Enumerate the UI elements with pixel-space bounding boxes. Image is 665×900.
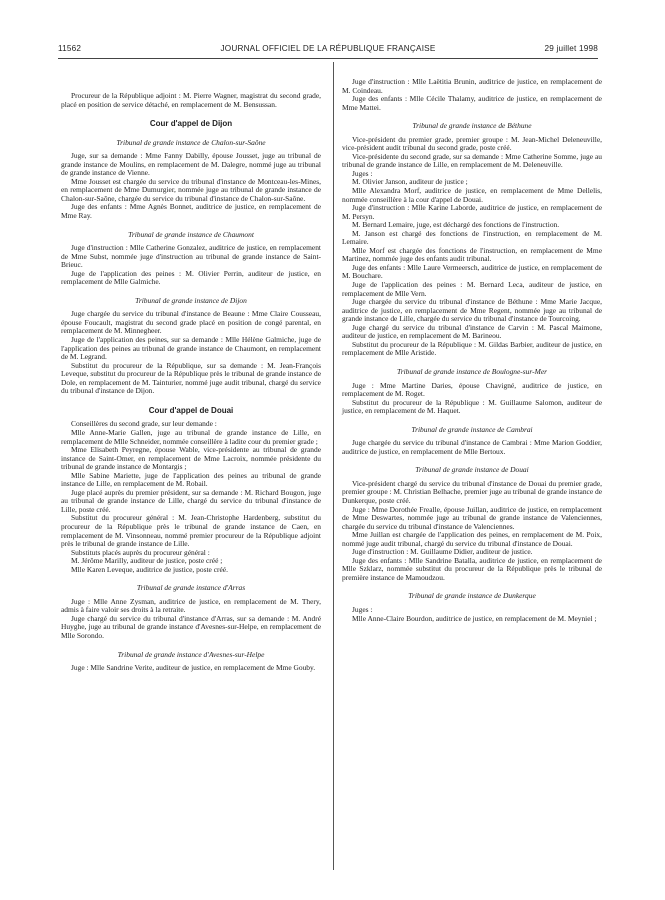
appointment-paragraph: Vice-président chargé du service du tribunal d'instance de Douai du premier grade, premier groupe : M. Christian Belhache, premier juge au tribunal de grande instance de Dunkerque, poste créé. <box>342 478 603 505</box>
appointment-paragraph: M. Janson est chargé des fonctions de l'instruction, en remplacement de M. Lemaire. <box>342 228 602 247</box>
appointment-paragraph: Mlle Anne-Marie Gallen, juge au tribunal de grande instance de Lille, en remplacement de Mlle Schneider, nommée conseillère à ladite cour du premier grade ; <box>61 427 321 446</box>
appointment-paragraph: Substitut du procureur de la République : M. Gildas Barbier, auditeur de justice, en remplacement de Mlle Aristide. <box>342 339 602 358</box>
appointment-paragraph: Juge de l'application des peines : M. Bernard Leca, auditeur de justice, en remplacement de Mlle Vern. <box>342 280 602 298</box>
appointment-paragraph: Vice-président du premier grade, premier groupe : M. Jean-Michel Deleneuville, vice-président audit tribunal du second grade, poste créé. <box>342 134 602 153</box>
appointment-paragraph: Mlle Anne-Claire Bourdon, auditrice de justice, en remplacement de M. Meyniel ; <box>352 613 597 623</box>
tribunal-heading: Tribunal de grande instance de Chalon-sur-Saône <box>116 137 266 147</box>
appointment-paragraph: M. Olivier Janson, auditeur de justice ; <box>352 177 468 187</box>
appointment-paragraph: Juge : Mlle Sandrine Verite, auditeur de justice, en remplacement de Mme Gouby. <box>71 663 316 673</box>
appointment-paragraph: Juges : <box>352 604 373 614</box>
header-rule <box>58 58 598 59</box>
appointment-paragraph: Mlle Karen Leveque, auditrice de justice, poste créé. <box>71 564 228 574</box>
issue-date: 29 juillet 1998 <box>544 44 598 53</box>
column-divider <box>333 62 334 870</box>
right-column <box>342 78 602 623</box>
appointment-paragraph: Mme Juillan est chargée de l'application des peines, en remplacement de M. Poix, nommé juge audit tribunal, chargé du service du tribunal d'instance de Douai. <box>342 530 602 548</box>
appointment-paragraph: Juge, sur sa demande : Mme Fanny Dabilly, épouse Jousset, juge au tribunal de grande instance de Moulins, en remplacement de M. Dalegre, nommé juge au tribunal de grande instance de Vienne. <box>61 151 321 178</box>
appointment-paragraph: Juge des enfants : Mlle Sandrine Batalla, auditrice de justice, en remplacement de Mlle Szklarz, nommée substitut du procureur de la République près le tribunal de première instance de Mamoudzou. <box>342 555 602 582</box>
appointment-paragraph: Juge chargé du service du tribunal d'instance d'Arras, sur sa demande : M. André Huyghe, juge au tribunal de grande instance d'Avesnes-sur-Helpe, en remplacement de Mlle Sorondo. <box>61 613 321 640</box>
appointment-paragraph: Conseillères du second grade, sur leur demande : <box>71 419 217 429</box>
tribunal-heading: Tribunal de grande instance de Béthune <box>412 121 532 131</box>
court-heading: Cour d'appel de Douai <box>148 405 234 415</box>
journal-title: JOURNAL OFFICIEL DE LA RÉPUBLIQUE FRANÇAISE <box>220 44 436 53</box>
tribunal-heading: Tribunal de grande instance de Dunkerque <box>408 591 536 601</box>
appointment-paragraph: Juge d'instruction : Mlle Catherine Gonzalez, auditrice de justice, en remplacement de Mme Subst, nommée juge d'instruction au tribunal de grande instance de Saint-Brieuc. <box>61 243 321 270</box>
tribunal-heading: Tribunal de grande instance d'Arras <box>136 583 246 593</box>
appointment-paragraph: Juge d'instruction : Mlle Karine Laborde, auditrice de justice, en remplacement de M. Persyn. <box>342 203 602 221</box>
appointment-paragraph: Substitut du procureur général : M. Jean-Christophe Hardenberg, substitut du procureur de la République près le tribunal de grande instance de Caen, en remplacement de M. Vinsonneau, nommé premier procureur de la République adjoint près le tribunal de grande instance de Lille. <box>61 513 321 549</box>
page-number: 11562 <box>58 44 82 53</box>
appointment-paragraph: Mlle Morf est chargée des fonctions de l'instruction, en remplacement de Mme Martinez, nommée juge des enfants audit tribunal. <box>342 245 602 264</box>
appointment-paragraph: Juge chargée du service du tribunal d'instance de Cambrai : Mme Marion Goddier, auditrice de justice, en remplacement de Mlle Bertoux. <box>342 438 602 456</box>
appointment-paragraph: Juges : <box>352 168 373 178</box>
appointment-paragraph: Substituts placés auprès du procureur général : <box>71 547 210 557</box>
left-column <box>61 92 321 673</box>
appointment-paragraph: M. Jérôme Marilly, auditeur de justice, poste créé ; <box>71 556 223 566</box>
appointment-paragraph: Juge : Mlle Anne Zysman, auditrice de justice, en remplacement de M. Thery, admis à faire valoir ses droits à la retraite. <box>61 596 321 615</box>
appointment-paragraph: Juge chargé du service du tribunal d'instance de Carvin : M. Pascal Maimone, auditeur de justice, en remplacement de M. Barineou. <box>342 322 602 341</box>
tribunal-heading: Tribunal de grande instance de Cambrai <box>411 424 533 434</box>
appointment-paragraph: Juge : Mme Martine Daries, épouse Chavigné, auditrice de justice, en remplacement de M. Roget. <box>342 380 602 399</box>
appointment-paragraph: Juge des enfants : Mme Agnès Bonnet, auditrice de justice, en remplacement de Mme Ray. <box>61 202 321 221</box>
appointment-paragraph: Mme Elisabeth Peyregne, épouse Wable, vice-présidente au tribunal de grande instance de Saint-Omer, en remplacement de Mme Lacroix, nommée présidente du tribunal de grande instance de Montargis ; <box>61 445 321 472</box>
court-heading: Cour d'appel de Dijon <box>149 119 233 129</box>
tribunal-heading: Tribunal de grande instance de Boulogne-sur-Mer <box>396 366 548 376</box>
tribunal-heading: Tribunal de grande instance de Chaumont <box>128 229 254 239</box>
appointment-paragraph: M. Bernard Lemaire, juge, est déchargé des fonctions de l'instruction. <box>352 220 560 230</box>
page-header <box>58 44 598 58</box>
appointment-paragraph: Juge des enfants : Mlle Cécile Thalamy, auditrice de justice, en remplacement de Mme Mattei. <box>342 94 602 112</box>
appointment-paragraph: Juge chargée du service du tribunal d'instance de Béthune : Mme Marie Jacque, auditrice de justice, en remplacement de Mme Regent, nommée juge au tribunal de grande instance de Lille, chargée du service du tribunal d'instance de Tourcoing. <box>342 297 602 324</box>
tribunal-heading: Tribunal de grande instance de Dijon <box>135 295 247 305</box>
appointment-paragraph: Substitut du procureur de la République, sur sa demande : M. Jean-François Leveque, substitut du procureur de la République près le tribunal de grande instance de Dole, en remplacement de M. Tainturier, nommé juge audit tribunal, chargé du service du tribunal d'instance de Dijon. <box>61 360 321 396</box>
appointment-paragraph: Juge chargée du service du tribunal d'instance de Beaune : Mme Claire Cousseau, épouse Foucault, magistrat du second grade placé en position de congé parental, en remplacement de M. Minnegheer. <box>61 309 321 336</box>
appointment-paragraph: Juge : Mme Dorothée Frealle, épouse Juillan, auditrice de justice, en remplacement de Mme Deswartes, nommée juge au tribunal de grande instance de Valenciennes, chargée du service du tribunal d'instance de Valenciennes. <box>342 504 602 531</box>
appointment-paragraph: Vice-présidente du second grade, sur sa demande : Mme Catherine Somme, juge au tribunal de grande instance de Lille, en remplacement de M. Deleneuville. <box>342 151 602 170</box>
appointment-paragraph: Juge d'instruction : M. Guillaume Didier, auditeur de justice. <box>352 547 533 557</box>
appointment-paragraph: Juge de l'application des peines : M. Olivier Perrin, auditeur de justice, en remplacement de Mlle Galmiche. <box>61 268 321 287</box>
appointment-paragraph: Mlle Alexandra Morf, auditrice de justice, en remplacement de Mme Dellelis, nommée conseillère à la cour d'appel de Douai. <box>342 186 602 204</box>
appointment-paragraph: Juge des enfants : Mlle Laure Vermeersch, auditrice de justice, en remplacement de M. Bouchare. <box>342 262 602 281</box>
appointment-paragraph: Juge placé auprès du premier président, sur sa demande : M. Richard Bougon, juge au tribunal de grande instance de Lille, chargé du service du tribunal d'instance de Lille, poste créé. <box>61 487 321 514</box>
appointment-paragraph: Procureur de la République adjoint : M. Pierre Wagner, magistrat du second grade, placé en position de service détaché, en remplacement de M. Bensussan. <box>61 91 321 109</box>
appointment-paragraph: Juge de l'application des peines, sur sa demande : Mlle Hélène Galmiche, juge de l'application des peines au tribunal de grande instance de Chaumont, en remplacement de M. Legrand. <box>61 335 321 362</box>
appointment-paragraph: Juge d'instruction : Mlle Laëtitia Brunin, auditrice de justice, en remplacement de M. Coindeau. <box>342 77 602 95</box>
appointment-paragraph: Mme Jousset est chargée du service du tribunal d'instance de Montceau-les-Mines, en remplacement de Mme Dumurgier, nommée juge au tribunal de grande instance de Chalon-sur-Saône, chargée du service du tribunal d'instance de Chalon-sur-Saône. <box>61 176 321 203</box>
appointment-paragraph: Substitut du procureur de la République : M. Guillaume Salomon, auditeur de justice, en remplacement de M. Haquet. <box>342 397 602 416</box>
tribunal-heading: Tribunal de grande instance de Douai <box>415 465 529 475</box>
appointment-paragraph: Mlle Sabine Mariette, juge de l'application des peines au tribunal de grande instance de Lille, en remplacement de M. Robail. <box>61 470 321 489</box>
tribunal-heading: Tribunal de grande instance d'Avesnes-sur-Helpe <box>117 649 265 659</box>
